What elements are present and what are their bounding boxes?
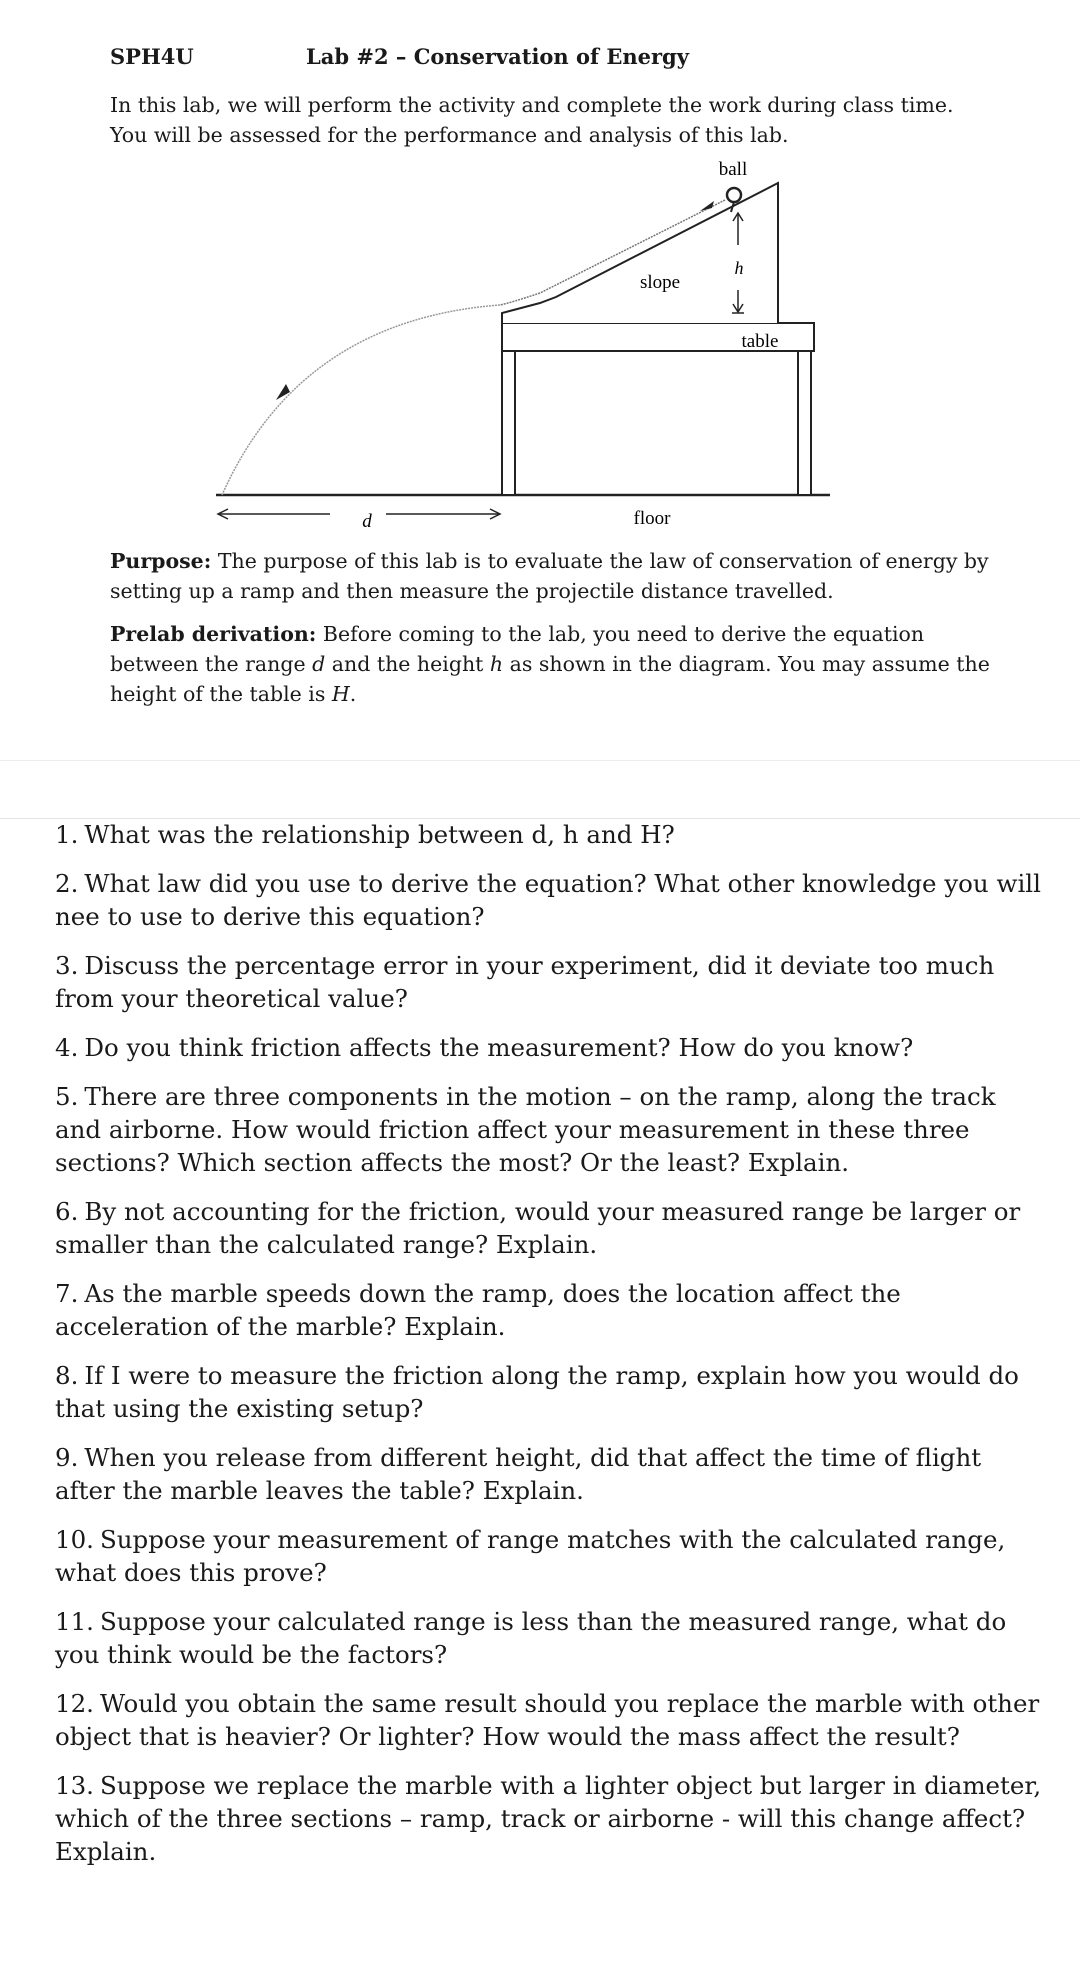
ramp bbox=[502, 183, 778, 323]
question-text: Suppose your measurement of range matches with the calculated range, what does this prove? bbox=[55, 1525, 1006, 1587]
question-item bbox=[55, 1359, 1045, 1425]
slope-label: slope bbox=[639, 272, 681, 293]
var-H: H bbox=[331, 682, 350, 706]
prelab-text: . bbox=[349, 682, 357, 706]
question-text: Suppose your calculated range is less than the measured range, what do you think would be the factors? bbox=[55, 1607, 1007, 1669]
question-text: As the marble speeds down the ramp, does the location affect the acceleration of the marble? Explain. bbox=[55, 1279, 901, 1341]
question-text: By not accounting for the friction, would your measured range be larger or smaller than the calculated range? Explain. bbox=[55, 1197, 1021, 1259]
table-leg-left bbox=[502, 351, 515, 495]
question-item bbox=[55, 1195, 1045, 1261]
question-number: 7. bbox=[55, 1279, 79, 1308]
question-text: When you release from different height, did that affect the time of flight after the marble leaves the table? Explain. bbox=[55, 1443, 982, 1505]
question-number: 11. bbox=[55, 1607, 94, 1636]
question-item bbox=[55, 1687, 1045, 1753]
question-item bbox=[55, 1523, 1045, 1589]
lab-title: Lab #2 – Conservation of Energy bbox=[306, 44, 689, 69]
ball-label: ball bbox=[718, 159, 748, 180]
question-number: 10. bbox=[55, 1525, 94, 1554]
question-number: 3. bbox=[55, 951, 79, 980]
question-text: Suppose we replace the marble with a lighter object but larger in diameter, which of the three sections – ramp, track or airborne - will this change affect? Explain. bbox=[55, 1771, 1042, 1866]
question-number: 2. bbox=[55, 869, 79, 898]
question-number: 5. bbox=[55, 1082, 79, 1111]
question-item bbox=[55, 818, 1045, 851]
trajectory-arrow-icon bbox=[276, 384, 290, 400]
question-number: 8. bbox=[55, 1361, 79, 1390]
purpose-text: The purpose of this lab is to evaluate the law of conservation of energy by setting up a ramp and then measure the projectile distance travelled. bbox=[110, 549, 989, 603]
ramp-diagram bbox=[0, 150, 1080, 540]
question-number: 1. bbox=[55, 820, 79, 849]
trajectory-path bbox=[222, 305, 500, 495]
d-label: d bbox=[362, 511, 372, 532]
question-text: Discuss the percentage error in your experiment, did it deviate too much from your theoretical value? bbox=[55, 951, 995, 1013]
question-list bbox=[55, 818, 1045, 1884]
intro-text: In this lab, we will perform the activity and complete the work during class time. You will be assessed for the performance and analysis of this lab. bbox=[110, 93, 954, 147]
question-item bbox=[55, 1605, 1045, 1671]
lab-handout-page bbox=[0, 0, 1080, 760]
question-text: What was the relationship between d, h and H? bbox=[84, 820, 675, 849]
question-number: 12. bbox=[55, 1689, 94, 1718]
prelab-paragraph bbox=[110, 619, 990, 709]
purpose-paragraph bbox=[110, 546, 990, 606]
question-number: 4. bbox=[55, 1033, 79, 1062]
prelab-text: and the height bbox=[331, 652, 484, 676]
purpose-heading: Purpose: bbox=[110, 549, 212, 573]
question-text: Do you think friction affects the measurement? How do you know? bbox=[84, 1033, 914, 1062]
question-item bbox=[55, 1441, 1045, 1507]
question-number: 13. bbox=[55, 1771, 94, 1800]
question-number: 6. bbox=[55, 1197, 79, 1226]
table-label: table bbox=[741, 331, 779, 352]
question-item bbox=[55, 1277, 1045, 1343]
prelab-text: as shown in the diagram. You may assume the height of the table is bbox=[110, 652, 990, 706]
h-label: h bbox=[734, 258, 744, 278]
floor-label: floor bbox=[633, 508, 671, 529]
ball-icon bbox=[727, 188, 741, 202]
question-text: If I were to measure the friction along the ramp, explain how you would do that using the existing setup? bbox=[55, 1361, 1019, 1423]
question-item bbox=[55, 1080, 1045, 1179]
question-number: 9. bbox=[55, 1443, 79, 1472]
question-item bbox=[55, 1769, 1045, 1868]
question-text: There are three components in the motion – on the ramp, along the track and airborne. How would friction affect your measurement in these three sections? Which section affects the most? Or the least? Explain. bbox=[55, 1082, 996, 1177]
question-text: What law did you use to derive the equation? What other knowledge you will nee to use to derive this equation? bbox=[55, 869, 1041, 931]
var-d: d bbox=[312, 652, 326, 676]
var-h: h bbox=[489, 652, 504, 676]
page-divider bbox=[0, 760, 1080, 761]
question-item bbox=[55, 867, 1045, 933]
question-text: Would you obtain the same result should you replace the marble with other object that is heavier? Or lighter? How would the mass affect the result? bbox=[55, 1689, 1040, 1751]
question-item bbox=[55, 949, 1045, 1015]
prelab-heading: Prelab derivation: bbox=[110, 622, 317, 646]
ramp-arrow-icon bbox=[700, 201, 714, 211]
course-code: SPH4U bbox=[110, 44, 194, 69]
table-leg-right bbox=[798, 351, 811, 495]
question-item bbox=[55, 1031, 1045, 1064]
prelab-text: Before coming to the lab, you need to derive the equation between the range bbox=[110, 622, 925, 676]
